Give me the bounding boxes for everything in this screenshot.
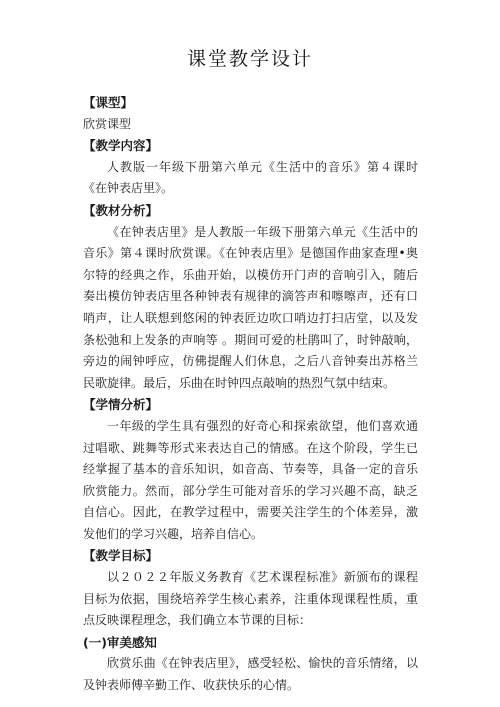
section-heading-textbook-analysis: 【教材分析】: [83, 202, 159, 218]
section-text-lesson-type: 欣赏课型: [83, 116, 132, 131]
subsection-heading-aesthetic-perception: (一)审美感知: [83, 634, 157, 650]
section-text-learner-analysis: 一年级的学生具有强烈的好奇心和探索欲望，他们喜欢通过唱歌、跳舞等形式来表达自己的情感。在这个阶段，学生已经掌握了基本的音乐知识，如音高、节奏等，具备一定的音乐欣赏能力。然而，部分学生可能对音乐的学习兴趣不高，缺乏自信心。因此，在教学过程中，需要关注学生的个体差异，激发他们的学习兴趣，培养自信心。: [83, 418, 418, 541]
section-text-textbook-analysis: 《在钟表店里》是人教版一年级下册第六单元《生活中的音乐》第４课时欣赏课。《在钟表店里》是德国作曲家查理•奥尔特的经典之作，乐曲开始，以模仿开门声的音响引入，随后奏出模仿钟表店里各种钟表有规律的滴答声和嚓嚓声，还有口哨声，让人联想到悠闲的钟表匠边吹口哨边打扫店堂，以及发条松弛和上发条的声响等 。期间可爱的杜鹃叫了，时钟敲响，旁边的闹钟呼应，仿佛提醒人们休息，之后八音钟奏出苏格兰民歌旋律。最后，乐曲在时钟四点敲响的热烈气氛中结束。: [83, 224, 418, 390]
page-title: 课堂教学设计: [186, 48, 313, 70]
section-text-teaching-content: 人教版一年级下册第六单元《生活中的音乐》第４课时《在钟表店里》。: [83, 159, 418, 196]
subsection-text-aesthetic-perception: 欣赏乐曲《在钟表店里》，感受轻松、愉快的音乐情绪，以及钟表师傅辛勤工作、收获快乐的心情。: [83, 656, 418, 693]
section-heading-teaching-goals: 【教学目标】: [83, 548, 159, 564]
section-heading-lesson-type: 【课型】: [83, 95, 134, 110]
section-heading-teaching-content: 【教学内容】: [83, 138, 159, 154]
document-body: [83, 92, 418, 697]
section-text-teaching-goals: 以２０２２年版义务教育《艺术课程标准》新颁布的课程目标为依据，围绕培养学生核心素养，注重体现课程性质，重点反映课程理念，我们确立本节课的目标：: [83, 570, 418, 628]
section-heading-learner-analysis: 【学情分析】: [83, 397, 159, 413]
